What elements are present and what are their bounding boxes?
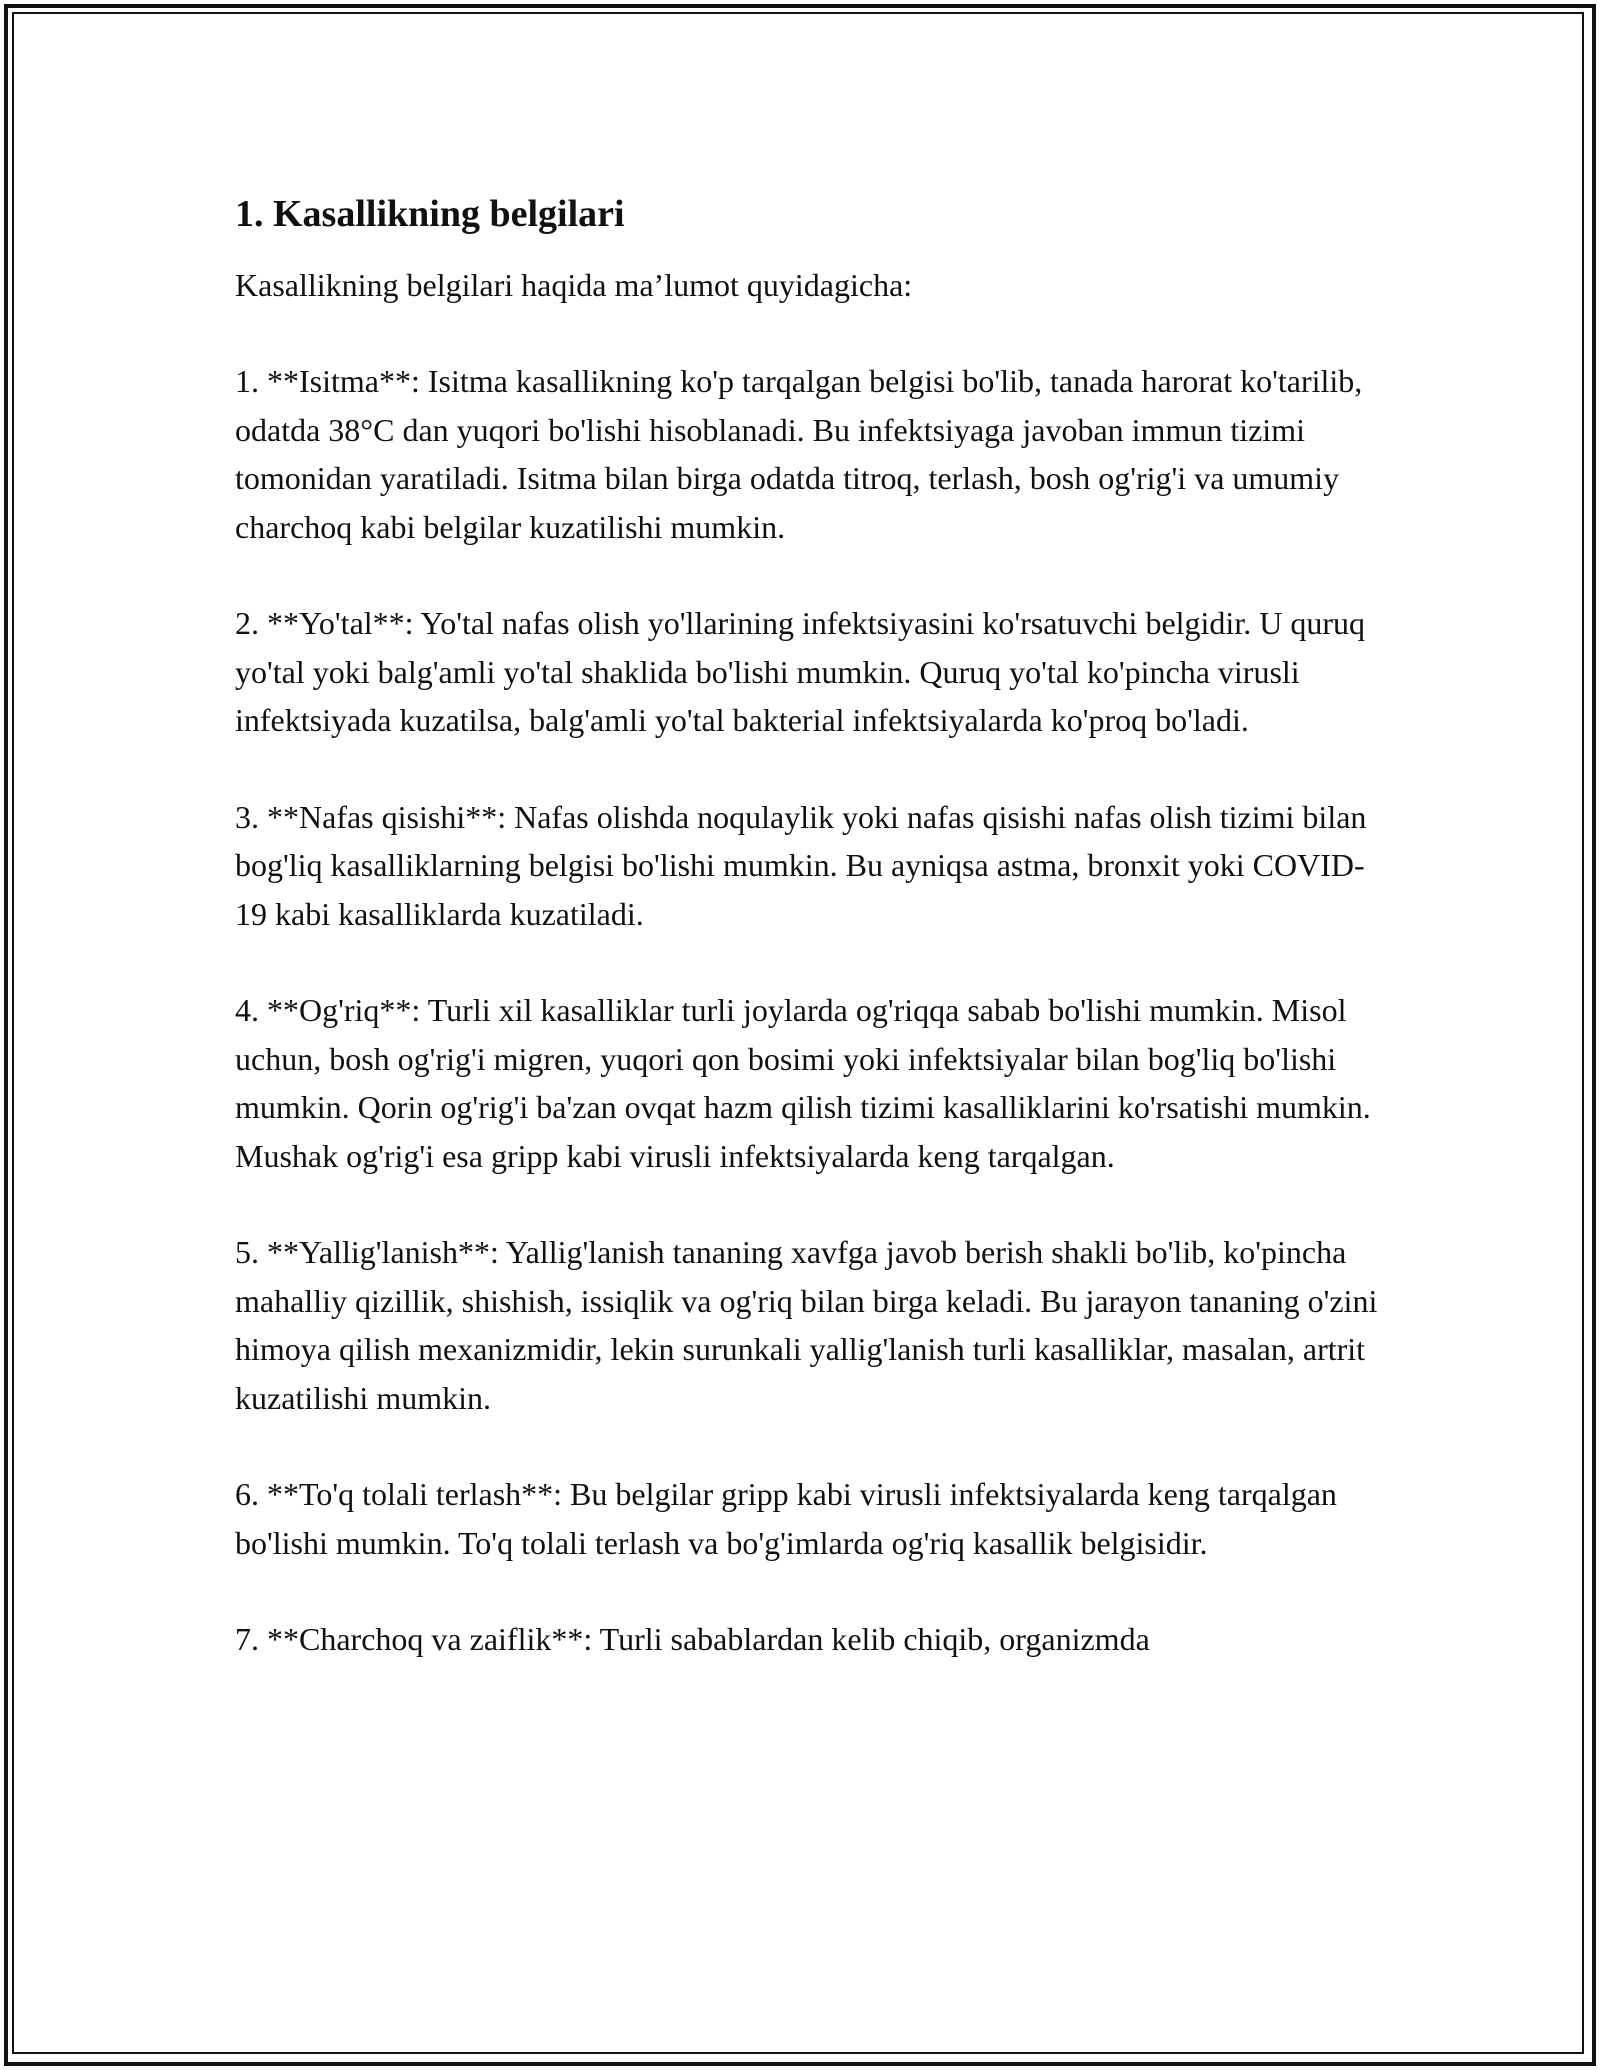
section-heading: 1. Kasallikning belgilari <box>235 193 625 235</box>
list-item-ogriq: 4. **Og'riq**: Turli xil kasalliklar turli joylarda og'riqqa sabab bo'lishi mumkin. Misol uchun, bosh og'rig'i migren, yuqori qon bosimi yoki infektsiyalar bilan bog'liq bo'lishi mumkin. Qorin og'rig'i ba'zan ovqat hazm qilish tizimi kasalliklarini ko'rsatishi mumkin. Mushak og'rig'i esa gripp kabi virusli infektsiyalarda keng tarqalgan. <box>235 992 1371 1174</box>
list-item-isitma: 1. **Isitma**: Isitma kasallikning ko'p tarqalgan belgisi bo'lib, tanada harorat ko'tarilib, odatda 38°C dan yuqori bo'lishi hisoblanadi. Bu infektsiyaga javoban immun tizimi tomonidan yaratiladi. Isitma bilan birga odatda titroq, terlash, bosh og'rig'i va umumiy charchoq kabi belgilar kuzatilishi mumkin. <box>235 363 1363 545</box>
intro-paragraph: Kasallikning belgilari haqida ma’lumot quyidagicha: <box>235 267 913 303</box>
list-item-yotal: 2. **Yo'tal**: Yo'tal nafas olish yo'llarining infektsiyasini ko'rsatuvchi belgidir. U quruq yo'tal yoki balg'amli yo'tal shaklida bo'lishi mumkin. Quruq yo'tal ko'pincha virusli infektsiyada kuzatilsa, balg'amli yo'tal bakterial infektsiyalarda ko'proq bo'ladi. <box>235 605 1365 738</box>
list-item-toq-tolali-terlash: 6. **To'q tolali terlash**: Bu belgilar gripp kabi virusli infektsiyalarda keng tarqalgan bo'lishi mumkin. To'q tolali terlash va bo'g'imlarda og'riq kasallik belgisidir. <box>235 1476 1337 1561</box>
list-item-nafas-qisishi: 3. **Nafas qisishi**: Nafas olishda noqulaylik yoki nafas qisishi nafas olish tizimi bilan bog'liq kasalliklarning belgisi bo'lishi mumkin. Bu ayniqsa astma, bronxit yoki COVID-19 kabi kasalliklarda kuzatiladi. <box>235 798 1367 932</box>
list-item-yalliglanish: 5. **Yallig'lanish**: Yallig'lanish tananing xavfga javob berish shakli bo'lib, ko'pincha mahalliy qizillik, shishish, issiqlik va og'riq bilan birga keladi. Bu jarayon tananing o'zini himoya qilish mexanizmidir, lekin surunkali yallig'lanish turli kasalliklar, masalan, artrit kuzatilishi mumkin. <box>235 1234 1378 1416</box>
document-body <box>235 185 1385 1664</box>
list-item-charchoq: 7. **Charchoq va zaiflik**: Turli sabablardan kelib chiqib, organizmda <box>235 1621 1150 1657</box>
